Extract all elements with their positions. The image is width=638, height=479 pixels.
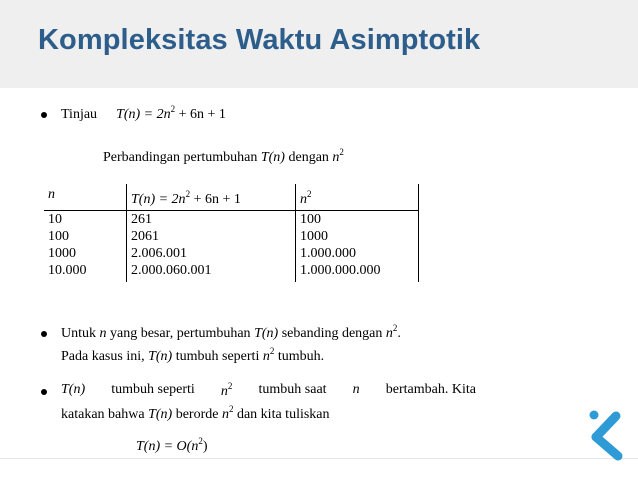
bullet-2 bbox=[61, 323, 491, 366]
bullet-3-line-1 bbox=[61, 381, 476, 401]
bullet-2-line-1 bbox=[61, 323, 491, 343]
header-n2-base: n bbox=[300, 192, 307, 207]
formula-exp: 2 bbox=[198, 436, 203, 446]
header-tn-exp: 2 bbox=[185, 189, 191, 199]
footer-divider bbox=[0, 458, 638, 459]
column-n2 bbox=[296, 211, 419, 283]
cell-n-2: 1000 bbox=[48, 246, 76, 261]
header-n2-exp: 2 bbox=[307, 189, 312, 199]
cell-tn-2: 2.006.001 bbox=[131, 246, 187, 261]
cell-tn-1: 2061 bbox=[131, 229, 159, 244]
k-logo-icon bbox=[588, 410, 628, 464]
subheading-with: dengan bbox=[288, 150, 329, 165]
bullet-1-formula-lhs: T(n) = 2n bbox=[116, 107, 171, 122]
bullet-dot bbox=[41, 331, 47, 337]
subheading-exp: 2 bbox=[339, 147, 344, 157]
subheading-text: Perbandingan pertumbuhan bbox=[103, 150, 258, 165]
b2-l2-text-3: tumbuh. bbox=[277, 349, 325, 365]
bullet-1-formula-rhs: + 6n + 1 bbox=[175, 107, 226, 122]
b2-l2-text-2: tumbuh seperti bbox=[175, 349, 260, 365]
b2-l2-tn: T(n) bbox=[148, 349, 173, 365]
header-tn-lhs: T(n) = 2n bbox=[131, 192, 186, 207]
cell-n2-2: 1.000.000 bbox=[300, 246, 356, 261]
b3-text-1: tumbuh seperti bbox=[111, 382, 195, 397]
cell-tn-3: 2.000.060.001 bbox=[131, 263, 212, 278]
subheading-n: n bbox=[332, 150, 340, 165]
b2-n2: n bbox=[385, 326, 393, 341]
cell-n2-3: 1.000.000.000 bbox=[300, 263, 381, 278]
column-n bbox=[44, 211, 127, 283]
b3-n-var: n bbox=[352, 382, 360, 397]
b3-n: n bbox=[220, 384, 228, 399]
cell-n-3: 10.000 bbox=[48, 263, 87, 278]
b2-period: . bbox=[397, 326, 401, 341]
b2-tn: T(n) bbox=[254, 326, 279, 341]
column-tn bbox=[127, 211, 296, 283]
bullet-3-line-2 bbox=[61, 404, 476, 424]
b3-l2-exp: 2 bbox=[228, 404, 234, 415]
b3-tn: T(n) bbox=[61, 382, 86, 397]
header-n2 bbox=[296, 184, 419, 211]
b3-text-2: tumbuh saat bbox=[258, 382, 327, 397]
b3-l2-n: n bbox=[221, 407, 229, 423]
b3-exp: 2 bbox=[227, 381, 233, 391]
b2-l2-text-1: Pada kasus ini, bbox=[61, 349, 145, 365]
bullet-1-prefix: Tinjau bbox=[61, 107, 98, 122]
b3-text-3: bertambah. Kita bbox=[385, 382, 476, 397]
subheading-t: T(n) bbox=[260, 150, 285, 165]
table-subheading bbox=[103, 147, 344, 166]
cell-n-1: 100 bbox=[48, 229, 69, 244]
b2-text-3: sebanding dengan bbox=[281, 326, 383, 341]
bullet-dot bbox=[41, 112, 47, 118]
header-tn bbox=[127, 184, 296, 211]
table-header-row bbox=[44, 184, 419, 211]
cell-n2-0: 100 bbox=[300, 212, 321, 227]
bullet-1-formula-exp: 2 bbox=[170, 104, 176, 114]
big-o-formula bbox=[136, 436, 208, 455]
bullet-2-line-2 bbox=[61, 346, 491, 366]
b2-exp: 2 bbox=[392, 323, 398, 333]
bullet-3 bbox=[61, 381, 476, 424]
bullet-1 bbox=[61, 104, 226, 124]
bullet-dot bbox=[41, 389, 47, 395]
b3-n2-wrap bbox=[221, 381, 233, 401]
b2-l2-exp: 2 bbox=[269, 346, 275, 357]
b2-text-1: Untuk bbox=[61, 326, 96, 341]
formula-rhs: ) bbox=[202, 439, 208, 454]
formula-lhs: T(n) = O(n bbox=[136, 439, 199, 454]
header-n: n bbox=[44, 184, 127, 211]
b2-l2-n: n bbox=[262, 349, 270, 365]
comparison-table bbox=[44, 184, 419, 282]
b3-l2-tn: T(n) bbox=[148, 407, 173, 423]
b3-l2-text-2: berorde bbox=[175, 407, 219, 423]
b2-text-2: yang besar, pertumbuhan bbox=[110, 326, 251, 341]
cell-n2-1: 1000 bbox=[300, 229, 328, 244]
b3-l2-text-3: dan kita tuliskan bbox=[236, 407, 330, 423]
cell-tn-0: 261 bbox=[131, 212, 152, 227]
b2-n: n bbox=[99, 326, 107, 341]
cell-n-0: 10 bbox=[48, 212, 62, 227]
b3-l2-text-1: katakan bahwa bbox=[61, 407, 145, 423]
slide-title: Kompleksitas Waktu Asimptotik bbox=[38, 24, 481, 56]
header-tn-rhs: + 6n + 1 bbox=[190, 192, 241, 207]
table-body-row bbox=[44, 211, 419, 283]
